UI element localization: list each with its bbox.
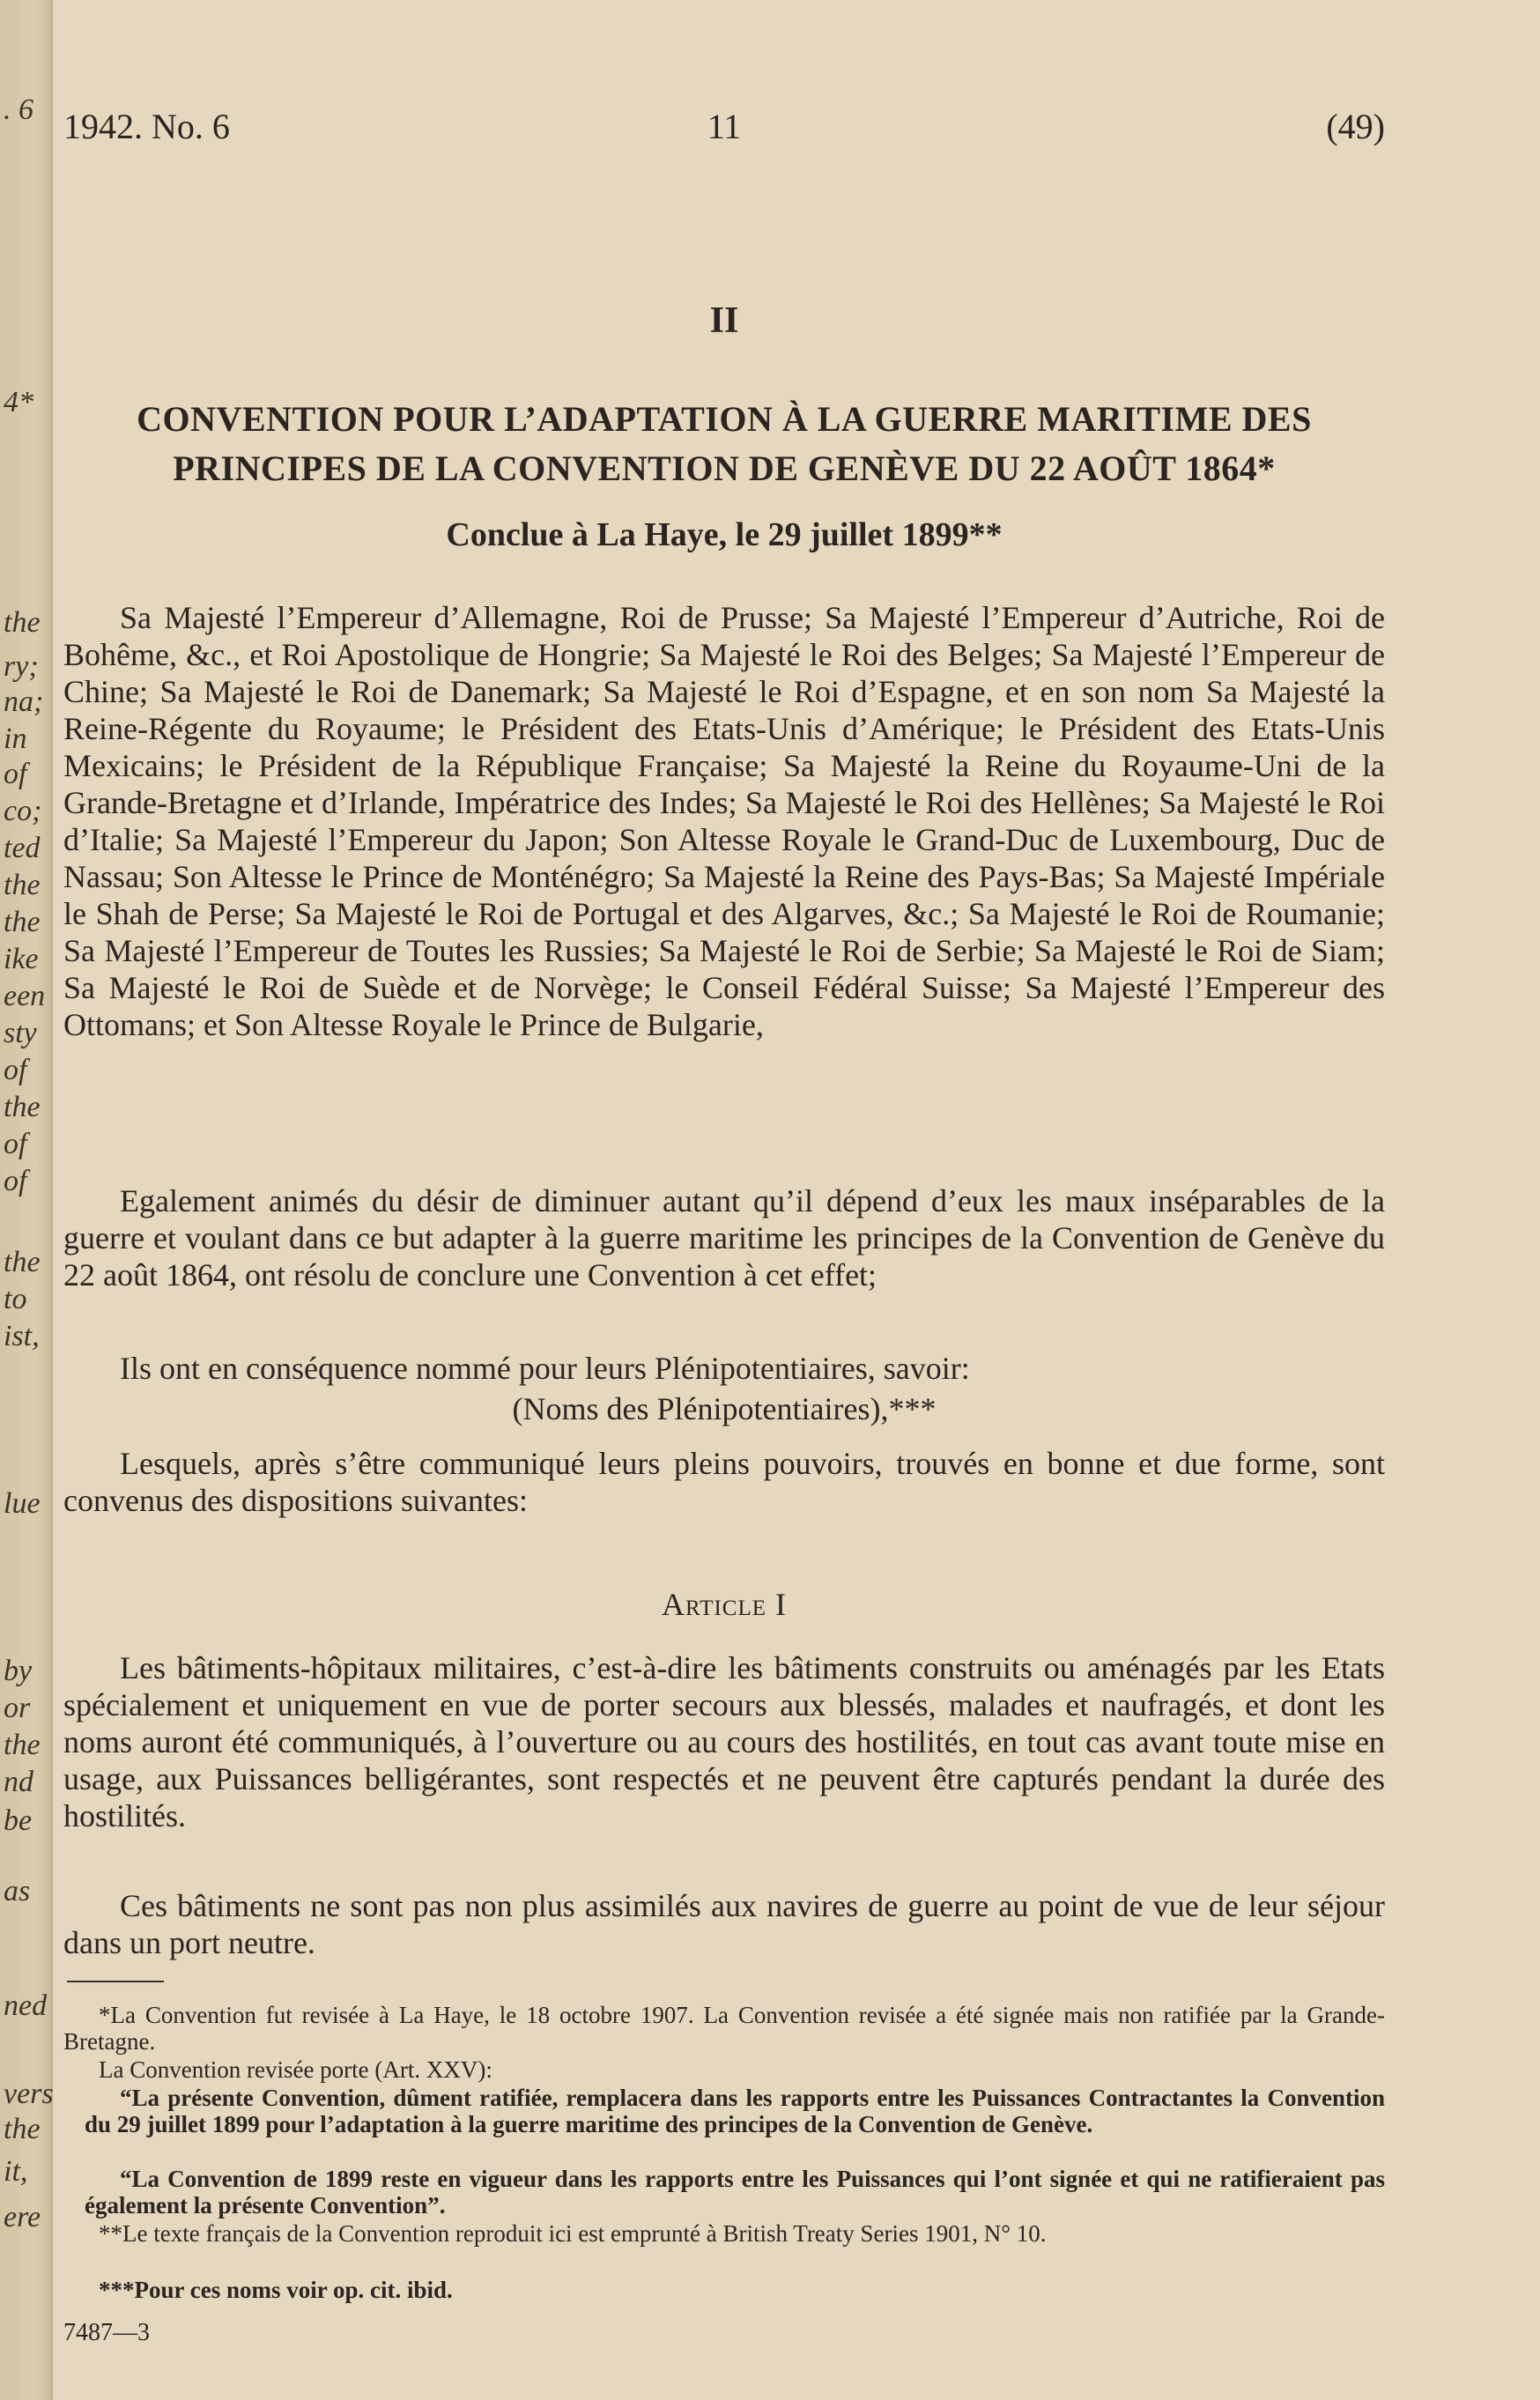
page-number: 11 [707,107,742,146]
margin-fragment: . 6 [4,93,33,126]
plenipotentiaries-names: (Noms des Plénipotentiaires),*** [512,1391,937,1426]
paragraph-named: Ils ont en conséquence nommé pour leurs Plénipotentiaires, savoir: [120,1351,970,1386]
footnote-2: **Le texte français de la Convention reproduit ici est emprunté à British Treaty Series 1901, N° 10. [99,2220,1047,2247]
margin-fragment: na; [4,685,44,718]
margin-fragment: the [4,2113,41,2145]
margin-fragment: in [4,722,27,755]
margin-fragment: ry; [4,650,39,683]
margin-fragment: of [4,758,27,790]
margin-fragment: nd [4,1766,33,1798]
article-heading: Article I [662,1587,787,1622]
document-title [63,395,1385,493]
margin-fragment: co; [4,795,42,827]
article1-paragraph2: Ces bâtiments ne sont pas non plus assimilés aux navires de guerre au point de vue de leur séjour dans un port neutre. [63,1888,1385,1960]
running-head [63,106,1385,159]
margin-fragment: it, [4,2155,28,2188]
margin-fragment: ist, [4,1320,40,1352]
margin-fragment: the [4,606,41,639]
footnote-3: ***Pour ces noms voir op. cit. ibid. [99,2277,453,2303]
margin-fragment: be [4,1804,33,1837]
adjacent-page-edge [0,0,53,2400]
margin-fragment: the [4,1246,41,1278]
margin-fragment: ted [4,832,41,864]
margin-fragment: ned [4,1989,48,2022]
margin-fragment: by [4,1655,33,1687]
volume-page-number: (49) [1326,107,1385,146]
article1-paragraph1: Les bâtiments-hôpitaux militaires, c’est-à-dire les bâtiments construits ou aménagés par les Etats spécialement et uniquement en vue de porter secours aux blessés, malades et naufragés, et dont les noms auront été communiqués, à l’ouverture ou au cours des hostilités, en tout cas avant toute mise en usage, aux Puissances belligérantes, sont respectés et ne peuvent être capturés pendant la durée des hostilités. [63,1650,1385,1833]
margin-fragment: ere [4,2201,41,2233]
printer-signature-mark: 7487—3 [63,2319,150,2346]
margin-fragment: the [4,869,41,901]
title-line: PRINCIPES DE LA CONVENTION DE GENÈVE DU 22 AOÛT 1864* [173,448,1276,488]
margin-fragment: of [4,1128,27,1160]
footnote-1-quote: “La Convention de 1899 reste en vigueur dans les rapports entre les Puissances qui l’ont signée et qui ne ratifieraient pas également la présente Convention”. [85,2166,1385,2219]
document-page [63,0,1385,2400]
footnote-1: *La Convention fut revisée à La Haye, le 18 octobre 1907. La Convention revisée a été signée mais non ratifiée par la Grande-Bretagne. [63,2002,1385,2055]
paragraph-desire: Egalement animés du désir de diminuer autant qu’il dépend d’eux les maux inséparables de la guerre et voulant dans ce but adapter à la guerre maritime les principes de la Convention de Genève du 22 août 1864, ont résolu de conclure une Convention à cet effet; [63,1183,1385,1293]
series-number: 1942. No. 6 [63,107,230,146]
margin-fragment: sty [4,1017,37,1049]
section-number: II [709,300,739,341]
document-subtitle: Conclue à La Haye, le 29 juillet 1899** [446,516,1003,553]
paragraph-powers: Lesquels, après s’être communiqué leurs pleins pouvoirs, trouvés en bonne et due forme, sont convenus des dispositions suivantes: [63,1446,1385,1518]
title-line: CONVENTION POUR L’ADAPTATION À LA GUERRE MARITIME DES [137,399,1312,439]
margin-fragment: vers [4,2078,54,2110]
margin-fragment: the [4,906,41,938]
footnote-rule [67,1981,164,1982]
margin-fragment: the [4,1729,41,1761]
margin-fragment: to [4,1283,27,1315]
margin-fragment: lue [4,1487,41,1520]
margin-fragment: 4* [4,386,33,419]
margin-fragment: the [4,1091,41,1123]
margin-fragment: as [4,1875,31,1907]
margin-fragment: of [4,1165,27,1197]
margin-fragment: or [4,1692,31,1724]
footnote-1-quote: “La présente Convention, dûment ratifiée, remplacera dans les rapports entre les Puissances Contractantes la Convention du 29 juillet 1899 pour l’adaptation à la guerre maritime des principes de la Convention de Genève. [85,2085,1385,2137]
footnote-1-intro: La Convention revisée porte (Art. XXV): [99,2056,492,2083]
margin-fragment: een [4,980,46,1012]
margin-fragment: of [4,1054,27,1086]
margin-fragment: ike [4,943,39,975]
paragraph-sovereigns: Sa Majesté l’Empereur d’Allemagne, Roi de Prusse; Sa Majesté l’Empereur d’Autriche, Roi de Bohême, &c., et Roi Apostolique de Hongrie; Sa Majesté le Roi des Belges; Sa Majesté l’Empereur de Chine; Sa Majesté le Roi de Danemark; Sa Majesté le Roi d’Espagne, et en son nom Sa Majesté la Reine-Régente du Royaume; le Président des Etats-Unis d’Amérique; le Président des Etats-Unis Mexicains; le Président de la République Française; Sa Majesté la Reine du Royaume-Uni de la Grande-Bretagne et d’Irlande, Impératrice des Indes; Sa Majesté le Roi des Hellènes; Sa Majesté le Roi d’Italie; Sa Majesté l’Empereur du Japon; Son Altesse Royale le Grand-Duc de Luxembourg, Duc de Nassau; Son Altesse le Prince de Monténégro; Sa Majesté la Reine des Pays-Bas; Sa Majesté Impériale le Shah de Perse; Sa Majesté le Roi de Portugal et des Algarves, &c.; Sa Majesté le Roi de Roumanie; Sa Majesté l’Empereur de Toutes les Russies; Sa Majesté le Roi de Serbie; Sa Majesté le Roi de Siam; Sa Majesté le Roi de Suède et de Norvège; le Conseil Fédéral Suisse; Sa Majesté l’Empereur des Ottomans; et Son Altesse Royale le Prince de Bulgarie, [63,600,1385,1042]
